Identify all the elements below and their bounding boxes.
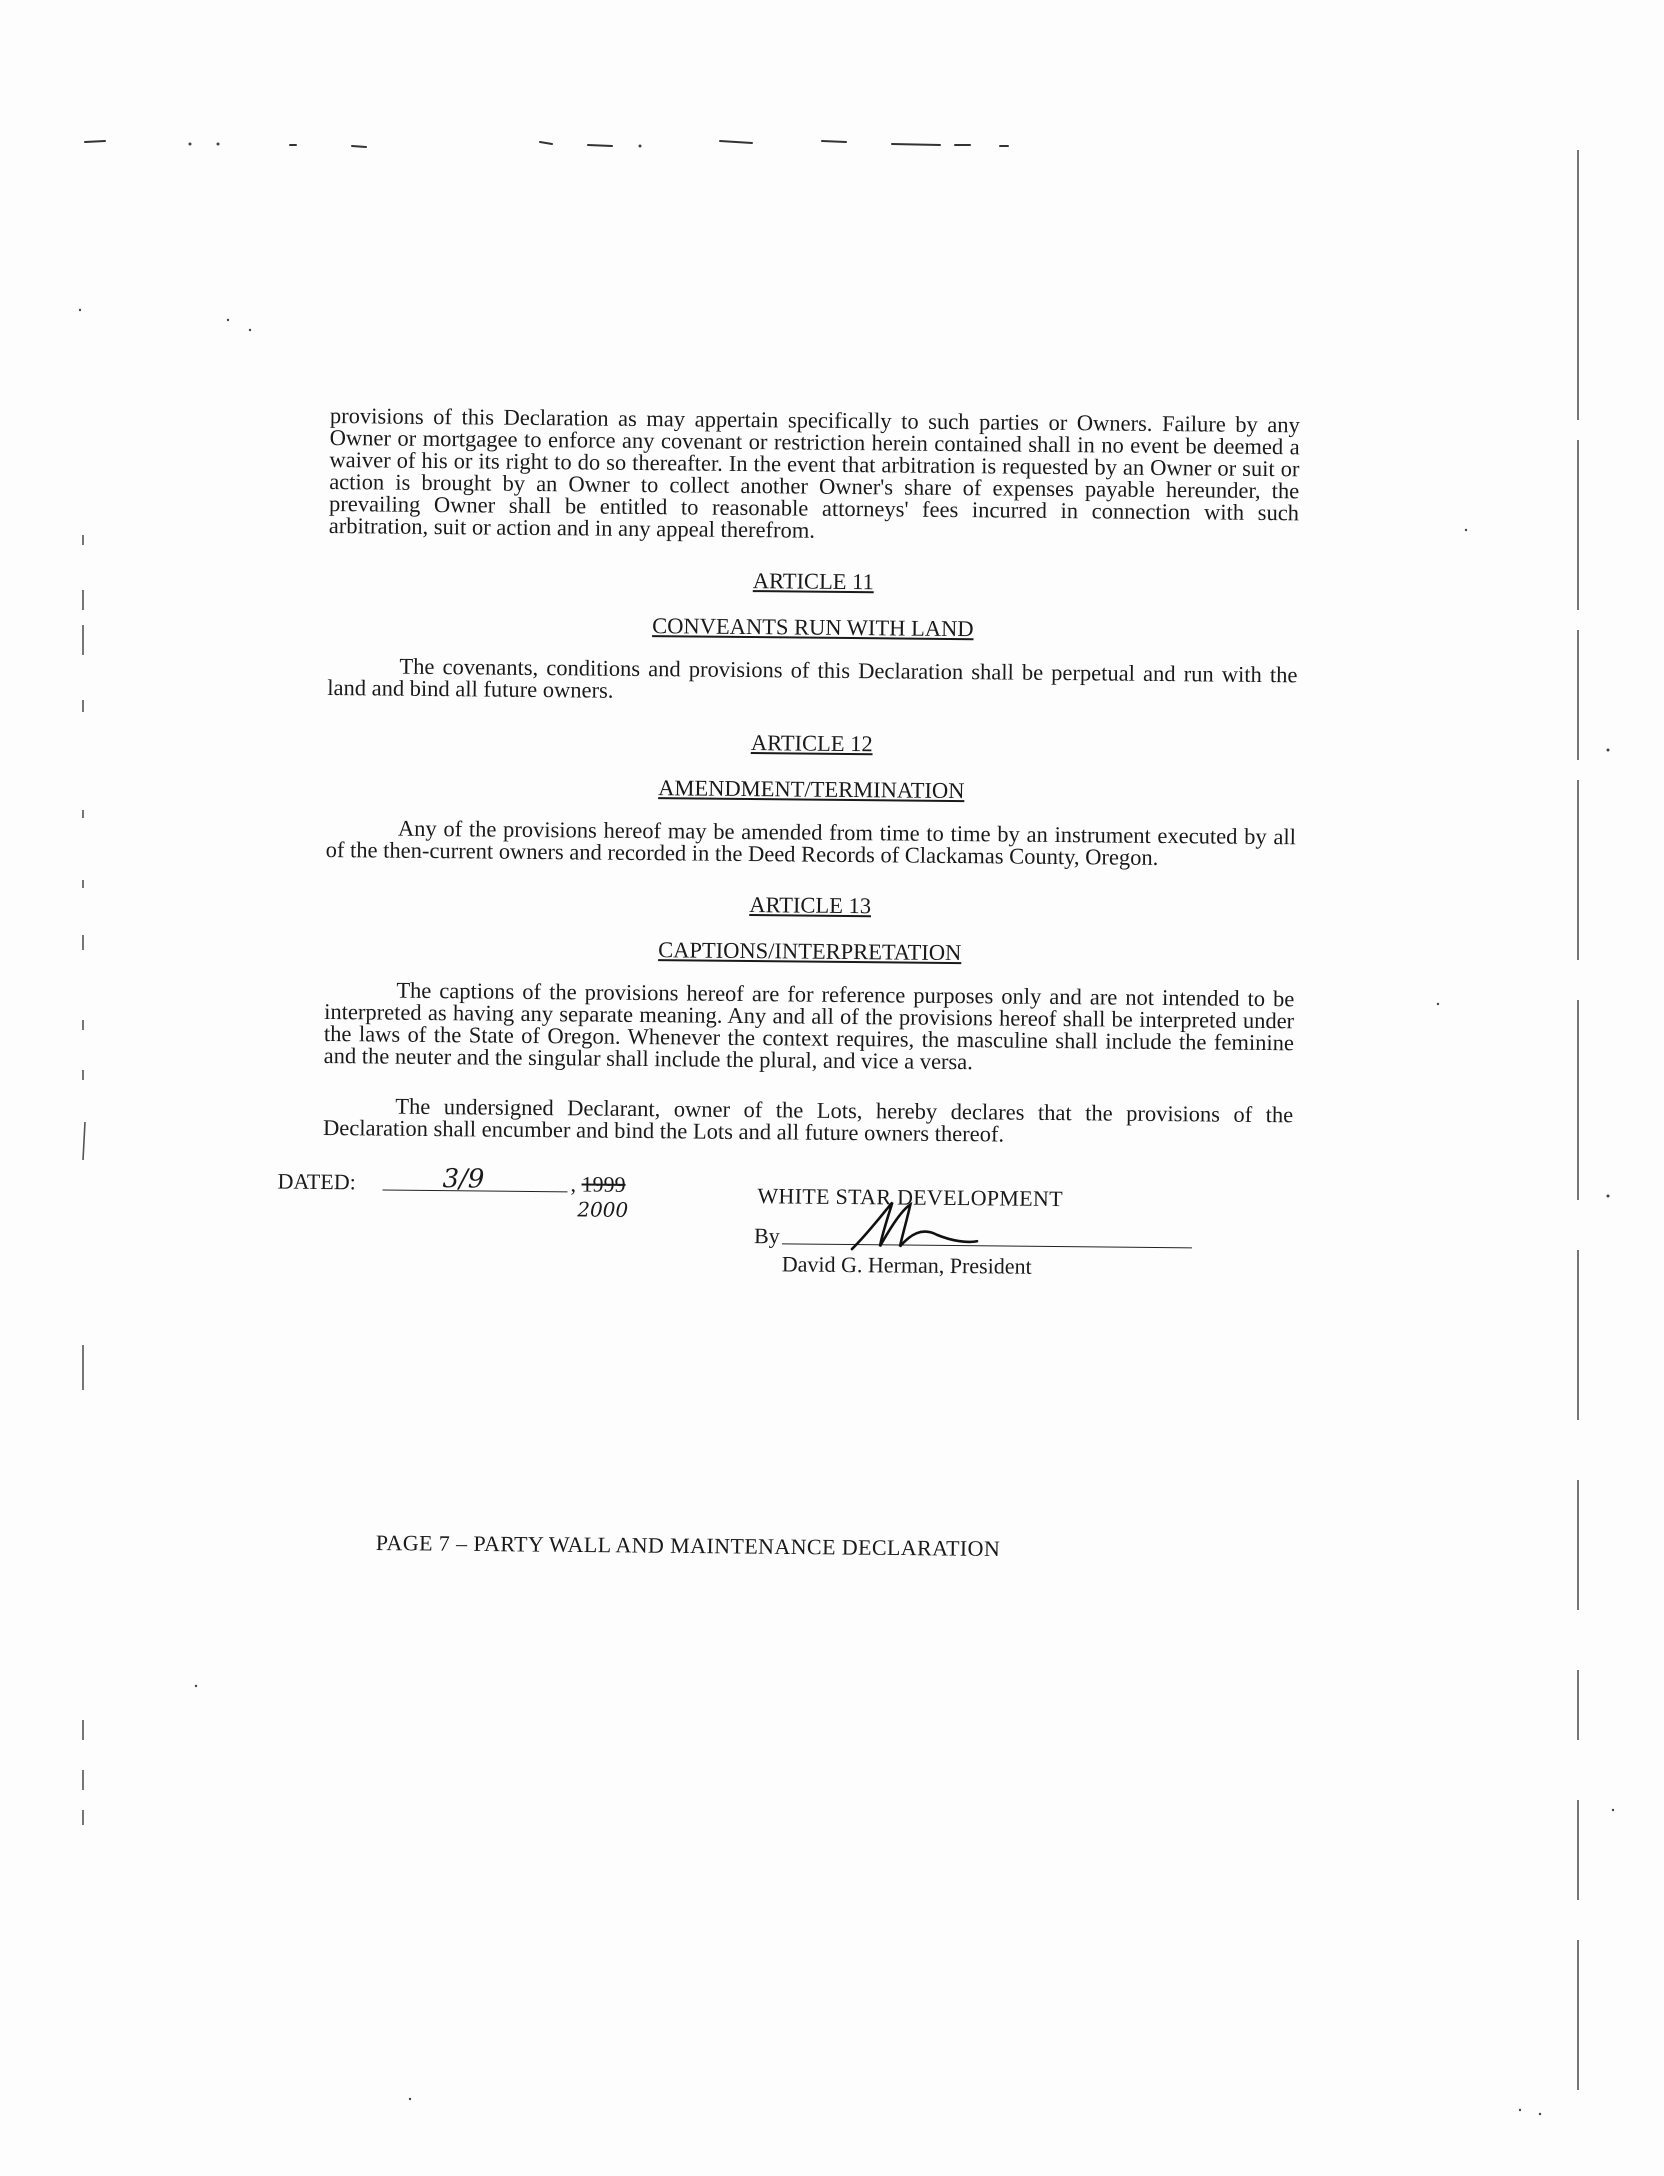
article-12-text: Any of the provisions hereof may be amended from time to time by an instrument executed by all of the then-current owners and recorded in the Deed Records of Clackamas County, Oregon. [325, 815, 1297, 870]
dated-handwritten-date: 3/9 [442, 1164, 485, 1195]
document-body [277, 403, 1300, 1318]
article-13-title: CAPTIONS/INTERPRETATION [658, 937, 962, 966]
article-13-number: ARTICLE 13 [749, 892, 872, 919]
signature-block [277, 1164, 1292, 1318]
company-name: WHITE STAR DEVELOPMENT [757, 1183, 1064, 1212]
page-footer: PAGE 7 – PARTY WALL AND MAINTENANCE DECLARATION [375, 1530, 1001, 1561]
opening-paragraph: provisions of this Declaration as may appertain specifically to such parties or Owners. Failure by any Owner or mortgagee to enforce any covenant or restriction herein contained shall in no event be deemed a waiver of his or its right to do so thereafter. In the event that arbitration is requested by an Owner or suit or action is brought by an Owner to collect another Owner's share of expenses payable hereunder, the prevailing Owner shall be entitled to reasonable attorneys' fees incurred in connection with such arbitration, suit or action and in any appeal therefrom. [328, 403, 1300, 543]
article-12-title: AMENDMENT/TERMINATION [658, 775, 965, 804]
article-11-number: ARTICLE 11 [752, 568, 874, 595]
article-11-text: The covenants, conditions and provisions of this Declaration shall be perpetual and run with the land and bind all future owners. [327, 653, 1298, 703]
article-13-text: The captions of the provisions hereof are for reference purposes only and are not intended to be interpreted as having any separate meaning. Any and all of the provisions hereof shall be interpreted under the laws of the State of Oregon. Whenever the context requires, the masculine shall include the feminine and the neuter and the singular shall include the plural, and vice a versa. [323, 977, 1295, 1075]
handwritten-year: 2000 [577, 1197, 629, 1222]
article-12-number: ARTICLE 12 [750, 730, 873, 757]
dated-label: DATED: [277, 1168, 356, 1195]
handwritten-signature [842, 1194, 983, 1255]
struck-year: 1999 [581, 1171, 626, 1197]
declaration-paragraph: The undersigned Declarant, owner of the Lots, hereby declares that the provisions of the Declaration shall encumber and bind the Lots and all future owners thereof. [322, 1093, 1294, 1147]
printed-year: , 1999 [570, 1171, 626, 1197]
by-label: By [753, 1223, 780, 1249]
signer-name: David G. Herman, President [781, 1251, 1032, 1279]
article-11-title: CONVEANTS RUN WITH LAND [652, 613, 974, 642]
